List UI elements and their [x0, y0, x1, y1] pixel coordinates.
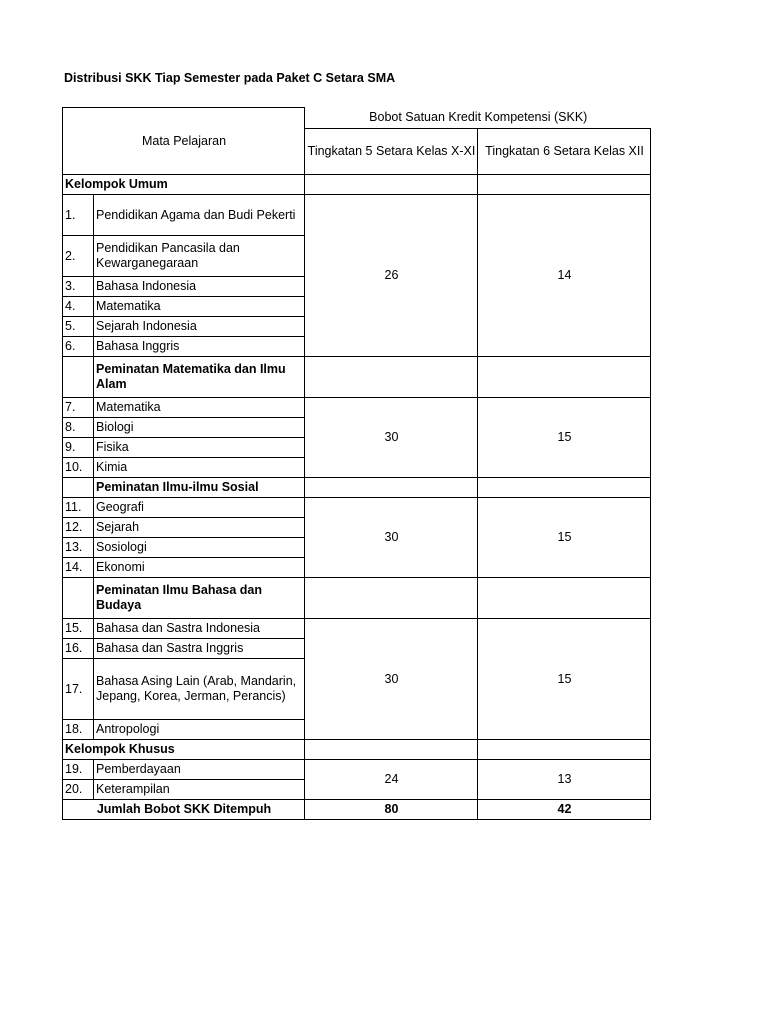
row-number: 15. — [63, 619, 94, 639]
row-number: 17. — [63, 659, 94, 720]
row-number: 1. — [63, 195, 94, 236]
skk-value-t6: 15 — [478, 498, 651, 578]
empty-cell — [305, 578, 478, 619]
row-number: 20. — [63, 780, 94, 800]
subject-name: Sosiologi — [94, 538, 305, 558]
group-label: Kelompok Khusus — [63, 740, 305, 760]
subject-name: Sejarah Indonesia — [94, 317, 305, 337]
row-number: 11. — [63, 498, 94, 518]
row-number: 8. — [63, 418, 94, 438]
skk-value-t6: 15 — [478, 619, 651, 740]
total-value-t5: 80 — [305, 800, 478, 820]
group-row — [63, 175, 651, 195]
subject-name: Kimia — [94, 458, 305, 478]
subject-name: Pendidikan Agama dan Budi Pekerti — [94, 195, 305, 236]
subject-name: Keterampilan — [94, 780, 305, 800]
skk-value-t6: 14 — [478, 195, 651, 357]
skk-value-t6: 13 — [478, 760, 651, 800]
row-number: 13. — [63, 538, 94, 558]
skk-value-t5: 30 — [305, 619, 478, 740]
subject-name: Pemberdayaan — [94, 760, 305, 780]
empty-cell — [478, 740, 651, 760]
empty-cell — [478, 478, 651, 498]
row-number: 2. — [63, 236, 94, 277]
skk-value-t5: 30 — [305, 498, 478, 578]
total-row — [63, 800, 651, 820]
table-row — [63, 195, 651, 236]
subject-name: Antropologi — [94, 720, 305, 740]
empty-cell — [305, 357, 478, 398]
group-label: Peminatan Ilmu-ilmu Sosial — [94, 478, 305, 498]
row-number: 16. — [63, 639, 94, 659]
empty-cell — [63, 478, 94, 498]
empty-cell — [305, 740, 478, 760]
empty-cell — [305, 175, 478, 195]
skk-value-t5: 30 — [305, 398, 478, 478]
group-row — [63, 357, 651, 398]
table-header-row — [63, 108, 651, 129]
empty-cell — [478, 357, 651, 398]
table-row — [63, 398, 651, 418]
header-tingkatan-6: Tingkatan 6 Setara Kelas XII — [478, 129, 651, 175]
row-number: 5. — [63, 317, 94, 337]
row-number: 10. — [63, 458, 94, 478]
row-number: 19. — [63, 760, 94, 780]
total-label: Jumlah Bobot SKK Ditempuh — [63, 800, 305, 820]
subject-name: Bahasa dan Sastra Inggris — [94, 639, 305, 659]
subject-name: Bahasa Indonesia — [94, 277, 305, 297]
group-row — [63, 740, 651, 760]
row-number: 7. — [63, 398, 94, 418]
group-label: Peminatan Ilmu Bahasa dan Budaya — [94, 578, 305, 619]
row-number: 14. — [63, 558, 94, 578]
empty-cell — [63, 578, 94, 619]
row-number: 4. — [63, 297, 94, 317]
subject-name: Bahasa Asing Lain (Arab, Mandarin, Jepang, Korea, Jerman, Perancis) — [94, 659, 305, 720]
subject-name: Geografi — [94, 498, 305, 518]
table-row — [63, 760, 651, 780]
skk-value-t5: 24 — [305, 760, 478, 800]
skk-value-t6: 15 — [478, 398, 651, 478]
subject-name: Ekonomi — [94, 558, 305, 578]
empty-cell — [305, 478, 478, 498]
subject-name: Bahasa dan Sastra Indonesia — [94, 619, 305, 639]
table-row — [63, 498, 651, 518]
row-number: 3. — [63, 277, 94, 297]
empty-cell — [478, 175, 651, 195]
subject-name: Biologi — [94, 418, 305, 438]
header-tingkatan-5: Tingkatan 5 Setara Kelas X-XI — [305, 129, 478, 175]
subject-name: Fisika — [94, 438, 305, 458]
row-number: 12. — [63, 518, 94, 538]
subject-name: Sejarah — [94, 518, 305, 538]
group-row — [63, 578, 651, 619]
subject-name: Matematika — [94, 398, 305, 418]
header-skk-group: Bobot Satuan Kredit Kompetensi (SKK) — [305, 108, 651, 129]
header-subject: Mata Pelajaran — [63, 108, 305, 175]
skk-distribution-table — [62, 107, 651, 820]
row-number: 18. — [63, 720, 94, 740]
row-number: 9. — [63, 438, 94, 458]
subject-name: Bahasa Inggris — [94, 337, 305, 357]
skk-value-t5: 26 — [305, 195, 478, 357]
empty-cell — [63, 357, 94, 398]
group-label: Peminatan Matematika dan Ilmu Alam — [94, 357, 305, 398]
subject-name: Pendidikan Pancasila dan Kewarganegaraan — [94, 236, 305, 277]
group-row — [63, 478, 651, 498]
document-title: Distribusi SKK Tiap Semester pada Paket C Setara SMA — [64, 71, 396, 85]
total-value-t6: 42 — [478, 800, 651, 820]
group-label: Kelompok Umum — [63, 175, 305, 195]
table-row — [63, 619, 651, 639]
row-number: 6. — [63, 337, 94, 357]
empty-cell — [478, 578, 651, 619]
subject-name: Matematika — [94, 297, 305, 317]
